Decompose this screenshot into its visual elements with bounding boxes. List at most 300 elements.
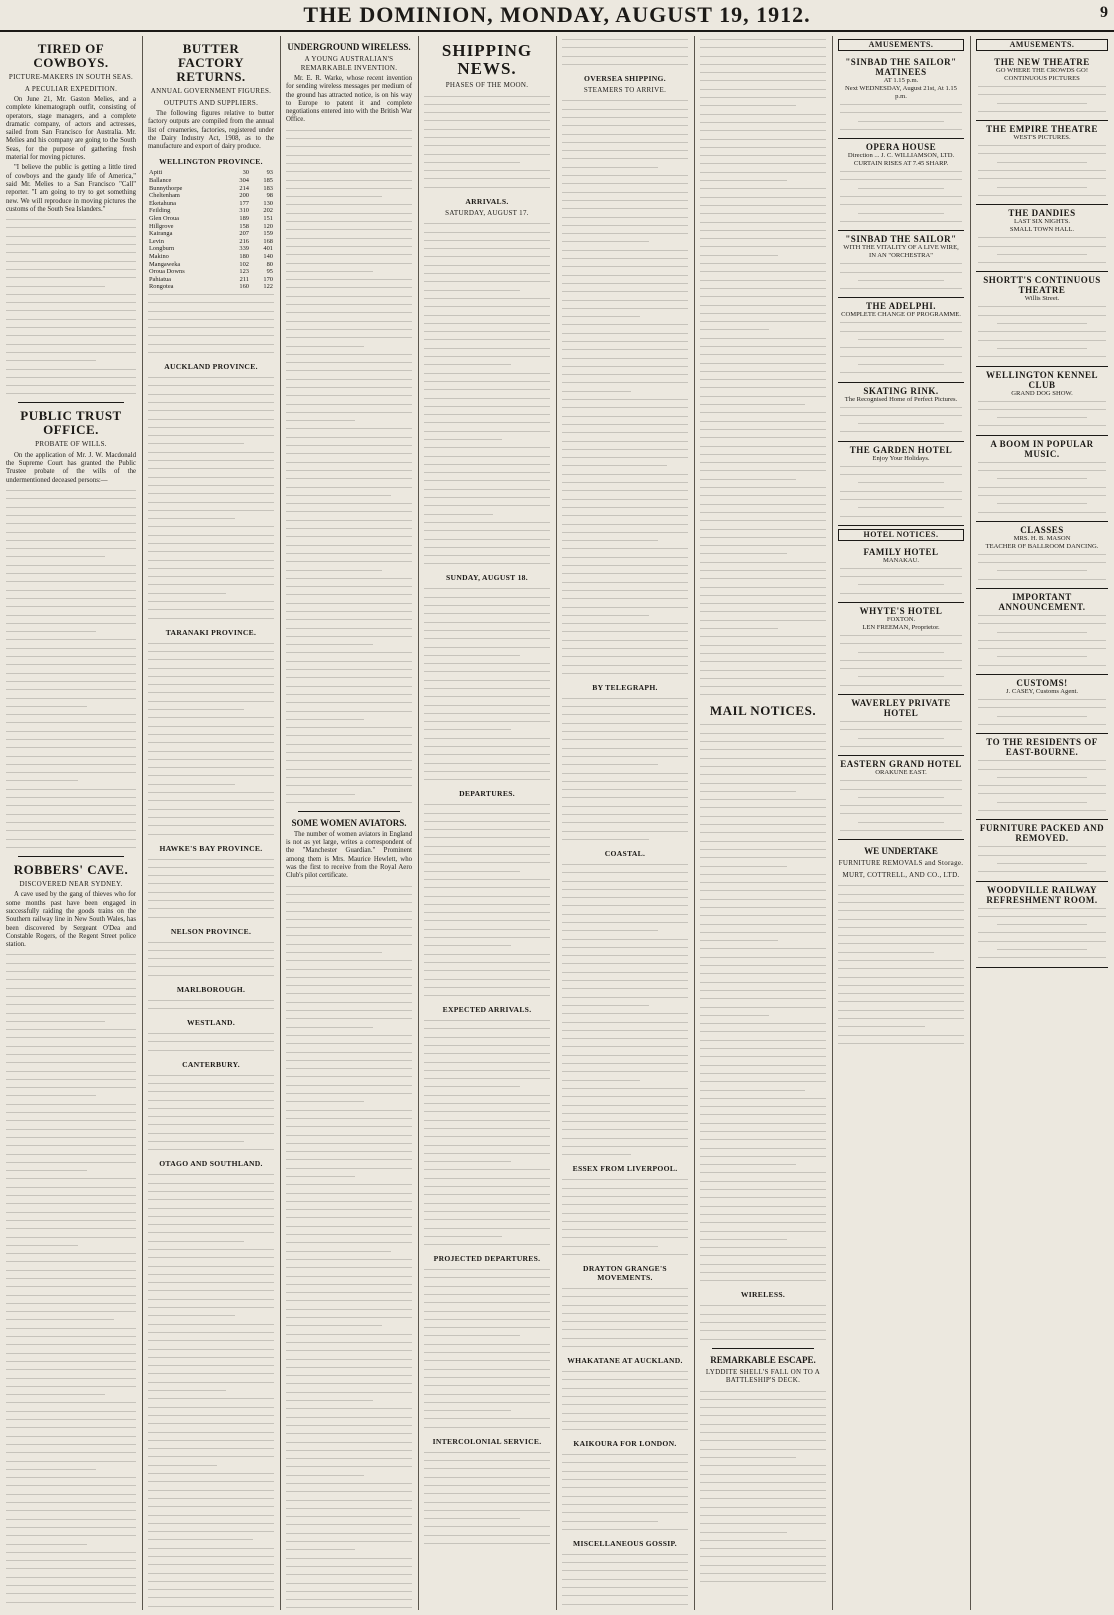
ad-title: WAVERLEY PRIVATE HOTEL [851,698,951,719]
text-line [562,1493,688,1500]
text-line [286,1015,412,1022]
text-line [700,77,826,84]
text-line [286,226,412,233]
text-line [562,197,688,204]
text-line [700,1327,826,1334]
ad-title: THE NEW THEATRE [994,57,1090,67]
text-line [562,1085,688,1092]
text-line [6,811,136,818]
text-line [562,1010,688,1017]
text-line [6,976,136,983]
article-text-block [424,585,550,783]
text-line [700,310,826,317]
table-row [148,238,274,246]
text-line [700,492,826,499]
text-line [700,152,826,159]
text-line [6,1192,136,1199]
text-line [978,243,1106,250]
text-line [286,908,412,915]
text-line [286,716,364,723]
text-line [562,919,688,926]
text-line [424,693,550,700]
text-line [562,313,640,320]
text-line [700,210,826,217]
text-line [286,276,412,283]
text-line [562,1118,688,1125]
text-line [562,1326,688,1333]
text-line [978,645,1106,652]
advertisement [838,231,964,298]
text-line [562,969,688,976]
text-line [286,1148,412,1155]
text-line [148,474,274,481]
text-line [148,1312,235,1319]
text-line [700,1136,826,1143]
text-line [562,861,688,868]
text-line [700,658,826,665]
text-line [286,1107,412,1114]
advertisement [838,603,964,695]
text-line [148,939,274,946]
text-line [6,1358,136,1365]
text-line [700,426,826,433]
text-line [424,594,550,601]
text-line [978,551,1106,558]
text-line [286,1372,412,1379]
text-line [286,941,412,948]
text-line [700,235,826,242]
text-line [700,335,826,342]
table-cell: 304 [239,177,249,185]
text-line [148,972,274,979]
section-heading: AUCKLAND PROVINCE. [164,362,258,372]
text-line [840,590,962,597]
text-line [562,886,688,893]
text-line [700,459,826,466]
table-cell: 120 [263,222,273,230]
text-line [700,738,826,745]
text-line [148,1304,274,1311]
ad-line: MANAKAU. [882,556,920,564]
text-line [424,142,550,149]
text-line [700,1388,826,1395]
text-line [6,1341,136,1348]
table-cell: Ballance [149,177,172,185]
text-line [562,736,688,743]
text-line [562,570,688,577]
text-line [6,1424,136,1431]
text-line [562,902,688,909]
text-line [562,238,649,245]
ad-title: OPERA HOUSE [865,142,937,153]
text-line [700,484,826,491]
text-line [424,627,550,634]
text-line [840,657,962,664]
text-line [840,428,962,435]
text-line [286,309,412,316]
text-line [6,390,136,397]
text-line [424,245,550,252]
ad-title: THE ADELPHI. [865,301,936,312]
text-line [286,666,412,673]
text-line [424,1158,511,1165]
text-line [424,984,550,991]
text-line [562,545,688,552]
text-line [562,1176,688,1183]
headline: ROBBERS' CAVE. [13,861,129,877]
text-line [6,512,136,519]
text-line [6,274,136,281]
text-line [700,904,826,911]
text-line [424,1532,550,1539]
text-line [424,801,550,808]
text-line [562,1368,688,1375]
text-line [562,139,688,146]
text-line [286,1422,412,1429]
text-line [700,1429,826,1436]
text-line [6,1582,136,1589]
text-line [562,1102,688,1109]
text-line [700,1045,826,1052]
text-line [424,967,550,974]
text-line [424,619,550,626]
ad-line: GRAND DOG SHOW. [1011,389,1073,397]
text-line [6,670,136,677]
text-line [148,565,274,572]
text-line [286,1530,412,1537]
text-line [148,1437,274,1444]
text-line [424,1407,511,1414]
text-line [562,462,667,469]
article-text-block [148,997,274,1012]
text-line [148,872,274,879]
text-line [978,905,1106,912]
column-7 [838,36,964,1608]
text-line [700,393,826,400]
text-line [6,357,96,364]
text-line [6,553,105,560]
text-line [562,504,688,511]
text-line [978,422,1106,429]
headline: TIRED OF COWBOYS. [33,41,109,70]
text-line [424,702,550,709]
text-line [286,1123,412,1130]
text-line [6,1292,136,1299]
text-line [424,1515,520,1522]
table-cell: Levin [149,237,164,245]
text-line [562,512,688,519]
text-line [562,878,688,885]
text-line [978,559,1106,566]
text-line [6,1117,136,1124]
text-line [148,914,274,921]
text-line [424,262,550,269]
ad-line: J. CASEY, Customs Agent. [1005,688,1079,696]
text-line [424,544,550,551]
text-line [700,1111,826,1118]
text-line [424,1349,550,1356]
text-line [6,332,136,339]
text-line [424,345,550,352]
advertisement [976,882,1108,968]
article-text-block [286,883,412,1608]
text-line [562,794,688,801]
ad-line: CONTINUOUS PICTURES [1004,75,1080,82]
ad-title: A BOOM IN POPULAR MUSIC. [990,438,1094,459]
text-line [700,1203,826,1210]
section-heading: WELLINGTON PROVINCE. [159,157,263,167]
text-line [286,1289,412,1296]
text-line [997,184,1087,191]
text-line [286,425,412,432]
text-line [6,993,136,1000]
table-row [148,245,274,253]
text-line [6,1234,136,1241]
text-line [978,637,1106,644]
text-line [978,175,1106,182]
text-line [148,615,274,622]
text-line [562,255,688,262]
text-line [424,428,550,435]
column-rule [832,36,833,1610]
article-text-block [562,1551,688,1608]
text-line [148,997,274,1004]
section-heading: MARLBOROUGH. [176,984,246,994]
text-line [700,1087,805,1094]
text-line [286,1256,412,1263]
text-line [424,826,550,833]
text-line [6,1034,136,1041]
text-line [6,1250,136,1257]
text-line [286,301,412,308]
text-line [286,1239,412,1246]
subheadline: OUTPUTS AND SUPPLIERS. [163,98,259,107]
table-cell: 102 [239,260,249,268]
article-paragraph: "I believe the public is getting a little tired of cowboys and the gaudy life of America," said Mr. Melies to a San Francisco "Call" reporter. "I am going to try to get something new. We will reproduce in moving pictures the customs of the South Sea Islanders." [6,164,136,213]
column-rule [418,36,419,1610]
text-line [286,766,412,773]
text-line [148,764,274,771]
text-line [6,504,136,511]
text-line [148,1503,274,1510]
text-line [700,136,826,143]
text-line [6,744,136,751]
text-line [286,1322,382,1329]
table-cell: 189 [239,215,249,223]
text-line [148,399,274,406]
text-line [700,1028,826,1035]
text-line [424,884,550,891]
text-line [148,1354,274,1361]
text-line [286,600,412,607]
text-line [286,883,412,890]
text-line [286,135,412,142]
text-line [840,743,962,750]
text-line [424,502,550,509]
text-line [6,968,136,975]
text-line [978,83,1106,90]
text-line [286,683,412,690]
column-6 [700,36,826,1608]
text-line [562,1218,688,1225]
ad-line: CURTAIN RISES AT 7.45 SHARP. [853,160,949,168]
text-line [6,1607,136,1608]
text-line [148,1387,226,1394]
text-line [978,766,1106,773]
text-line [424,1274,550,1281]
text-line [700,1252,826,1259]
text-line [6,1217,136,1224]
text-line [840,640,962,647]
table-cell: Apiti [149,169,163,177]
text-line [838,882,964,889]
subheadline: STEAMERS TO ARRIVE. [583,85,667,94]
text-line [6,1491,136,1498]
table-cell: 310 [239,207,249,215]
subheadline: DISCOVERED NEAR SYDNEY. [19,879,123,888]
text-line [148,947,274,954]
text-line [286,1049,412,1056]
section-heading: OVERSEA SHIPPING. [584,73,666,83]
text-line [6,249,136,256]
text-line [562,247,688,254]
section-heading: SUNDAY, AUGUST 18. [446,573,528,583]
text-line [424,677,550,684]
text-line [286,334,412,341]
ad-title: FURNITURE PACKED AND REMOVED. [979,823,1105,844]
text-line [286,891,412,898]
text-line [700,608,826,615]
text-line [6,1391,105,1398]
text-line [424,610,550,617]
text-line [840,201,962,208]
text-line [700,401,805,408]
text-line [700,838,826,845]
text-line [562,994,688,1001]
text-line [6,1482,136,1489]
text-line [286,1563,412,1570]
text-line [997,567,1087,574]
text-line [858,336,943,343]
table-cell: Oroua Downs [149,268,185,276]
text-line [700,559,826,566]
text-line [286,990,412,997]
text-line [840,463,962,470]
text-line [148,432,274,439]
text-line [838,940,964,947]
text-line [286,1082,412,1089]
text-line [424,1208,550,1215]
text-line [562,446,688,453]
text-line [700,326,769,333]
text-line [148,1594,274,1601]
text-line [700,1261,826,1268]
article-paragraph: Mr. E. R. Warke, whose recent invention for sending wireless messages per medium of the ground has attracted notice, is on his way to Europe to patent it and complete negotiations entered into with the British War Office. [286,75,412,124]
section-heading: WHAKATANE AT AUCKLAND. [567,1356,683,1366]
text-line [562,1043,688,1050]
headline: PUBLIC TRUST OFFICE. [20,408,122,438]
text-line [6,1134,136,1141]
text-line [6,258,136,265]
column-3 [286,36,412,1608]
text-line [148,1229,274,1236]
text-line [978,954,1106,961]
text-line [6,266,136,273]
text-line [6,1258,136,1265]
text-line [6,241,136,248]
text-line [978,312,1106,319]
text-line [148,482,274,489]
text-line [148,1495,274,1502]
text-line [6,686,136,693]
text-line [424,220,550,227]
text-line [148,814,274,821]
table-cell: 159 [263,230,273,238]
text-line [6,985,136,992]
table-cell: 122 [263,283,273,291]
text-line [286,558,412,565]
text-line [286,932,412,939]
text-line [700,252,778,259]
article-text-block [700,1388,826,1586]
text-line [562,413,688,420]
advertisement [838,54,964,139]
article-text-block [6,951,136,1608]
text-line [6,570,136,577]
text-line [978,398,1106,405]
text-line [424,776,550,783]
text-line [700,854,826,861]
text-line [286,152,412,159]
text-line [424,1391,550,1398]
text-line [562,711,688,718]
text-line [286,1588,412,1595]
text-line [424,1117,550,1124]
text-line [562,977,688,984]
ad-title: TO THE RESIDENTS OF EAST-BOURNE. [986,737,1098,758]
text-line [562,1576,688,1583]
text-line [424,151,550,158]
text-line [286,782,412,789]
text-line [562,828,688,835]
text-line [286,1173,355,1180]
ad-line: ORAKUNE EAST. [875,769,927,777]
text-line [424,1225,550,1232]
text-line [286,1546,355,1553]
text-line [148,731,274,738]
text-line [286,484,412,491]
advertisement [838,695,964,756]
text-line [700,1219,826,1226]
text-line [424,768,550,775]
text-line [286,774,412,781]
text-line [700,418,826,425]
text-line [148,1146,274,1153]
text-line [286,957,412,964]
text-line [286,260,412,267]
text-line [286,168,412,175]
text-line [562,695,688,702]
text-line [286,1347,412,1354]
text-line [978,492,1106,499]
text-line [700,1396,826,1403]
table-cell: Feilding [149,207,171,215]
text-line [978,704,1106,711]
text-line [840,328,962,335]
text-line [424,1034,550,1041]
text-line [6,960,136,967]
text-line [840,827,962,834]
